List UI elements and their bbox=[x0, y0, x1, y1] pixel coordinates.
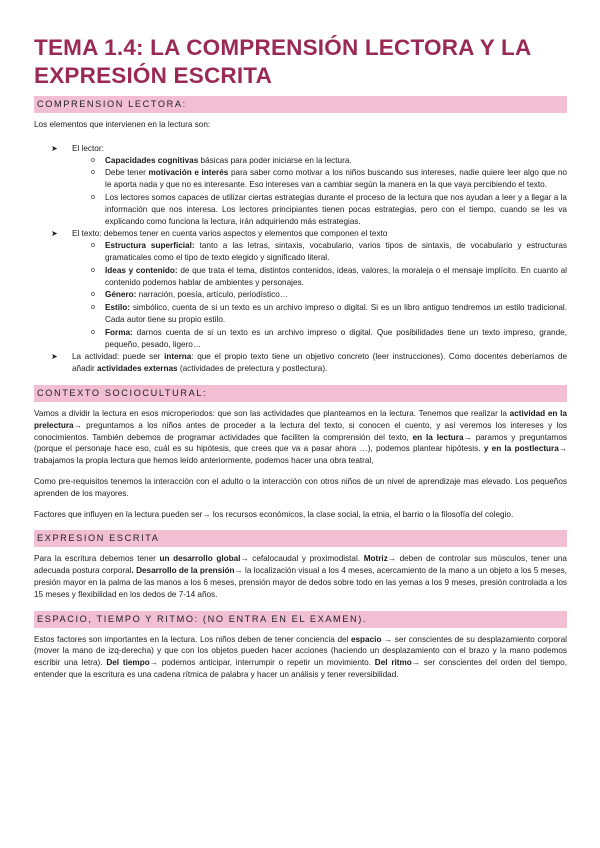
list-item: o Estructura superficial: tanto a las letras, sintaxis, vocabulario, varios tipos de sintaxis, de vocabulario y estructuras gramaticales como el tipo de texto elegido y significado literal. bbox=[91, 241, 568, 262]
elements-list bbox=[34, 143, 567, 375]
list-item: o Debe tener motivación e interés para saber como motivar a los niños buscando sus intereses, nadie quiere leer algo que no le aporta nada y que no es interesante. Eso intereses van a cambiar según la manera en la que vaya percibiendo el texto. bbox=[91, 168, 567, 190]
list-item-texto bbox=[34, 228, 567, 350]
list-item: o Forma: darnos cuenta de si un texto es un archivo impreso o digital. Que posibilidades tiene un texto impreso, grande, pequeño, pesado, ligero… bbox=[91, 327, 567, 349]
circle-bullet-icon: o bbox=[91, 304, 95, 312]
circle-bullet-icon: o bbox=[91, 156, 95, 164]
circle-bullet-icon: o bbox=[91, 193, 95, 201]
section-heading-espacio: ESPACIO, TIEMPO Y RITMO: (NO ENTRA EN EL EXAMEN). bbox=[34, 611, 567, 628]
list-item-lector bbox=[34, 143, 567, 228]
document-page bbox=[34, 34, 567, 681]
paragraph: Factores que influyen en la lectura pueden ser→ los recursos económicos, la clase social, la etnia, el barrio o la filosofía del colegio. bbox=[34, 509, 514, 519]
arrow-bullet-icon: ➤ bbox=[51, 352, 58, 362]
list-item: o Género: narración, poesía, artículo, periodístico… bbox=[91, 290, 288, 300]
sub-list bbox=[72, 240, 567, 350]
arrow-bullet-icon: ➤ bbox=[51, 143, 58, 153]
list-label: El texto: debemos tener en cuenta varios aspectos y elementos que componen el texto bbox=[72, 229, 388, 239]
arrow-bullet-icon: ➤ bbox=[51, 229, 58, 239]
circle-bullet-icon: o bbox=[91, 328, 95, 336]
circle-bullet-icon: o bbox=[91, 266, 95, 274]
section-heading-comprension: COMPRENSION LECTORA: bbox=[34, 96, 567, 113]
section-heading-contexto: CONTEXTO SOCIOCULTURAL: bbox=[34, 385, 567, 402]
paragraph: Como pre-requisitos tenemos la interacción con el adulto o la interacción con otros niños de un nivel de aprendizaje mas elevado. Los pequeños aprenden de los mayores. bbox=[34, 476, 567, 498]
circle-bullet-icon: o bbox=[91, 291, 95, 299]
paragraph: Estos factores son importantes en la lectura. Los niños deben de tener conciencia del espacio → ser conscientes de su desplazamiento corporal (mover la mano de izq-derecha) y que con los objetos pueden hacer acciones (haciendo un desplazamiento con el brazo y la mano podemos escribir una letra). Del tiempo→ podemos anticipar, interrumpir o repetir un movimiento. Del ritmo→ ser conscientes del orden del tiempo, entender que la escritura es una cadena rítmica de palabra y hacer un análisis y tener reversibilidad. bbox=[34, 634, 567, 679]
page-title: TEMA 1.4: LA COMPRENSIÓN LECTORA Y LA EXPRESIÓN ESCRITA bbox=[34, 35, 531, 88]
circle-bullet-icon: o bbox=[91, 242, 95, 250]
list-item-actividad: ➤ La actividad: puede ser interna: que el propio texto tiene un objetivo concreto (leer instrucciones). Como docentes deberíamos de añadir actividades externas (actividades de prelectura y postlectura). bbox=[51, 352, 567, 374]
list-item: o Ideas y contenido: de que trata el tema, distintos contenidos, ideas, valores, la moraleja o el mensaje implícito. En cuanto al contenido podemos hablar de ambientes y personajes. bbox=[91, 265, 567, 287]
list-item: o Capacidades cognitivas básicas para poder iniciarse en la lectura. bbox=[91, 155, 352, 165]
paragraph: Para la escritura debemos tener un desarrollo global→ cefalocaudal y proximodistal. Motriz→ deben de controlar sus músculos, tener una adecuada postura corporal. Desarrollo de la prensión→ la localización visual a los 4 meses, acercamiento de la mano a un objeto a los 5 meses, presión mayor en la palma de las manos a los 6 meses, prensión mayor de dedos sobre todo en las yemas a los 9 meses, presión controlada a los 15 meses y flexibilidad en los dedos de 7-14 años. bbox=[34, 554, 567, 599]
list-item: o Los lectores somos capaces de utilizar ciertas estrategias durante el proceso de la lectura que nos ayudan a leer y a llegar a la información que nos interesa. Los lectores principiantes tienen pocas estrategias, pero con el tiempo, cuando se les va explicando como funciona la lectura, irán adquiriendo más estrategias. bbox=[91, 192, 567, 226]
list-label: El lector: bbox=[72, 143, 104, 153]
list-item: o Estilo: simbólico, cuenta de si un texto es un archivo impreso o digital. Si es un libro antiguo tendremos un estilo tradicional. Cada autor tiene su propio estilo. bbox=[91, 303, 567, 324]
sub-list bbox=[72, 155, 567, 228]
paragraph: Los elementos que intervienen en la lectura son: bbox=[34, 120, 211, 129]
circle-bullet-icon: o bbox=[91, 169, 95, 177]
section-heading-expresion: EXPRESION ESCRITA bbox=[34, 530, 567, 547]
paragraph: Vamos a dividir la lectura en esos microperiodos: que son las actividades que planteamos en la lectura. Tenemos que realizar la actividad en la prelectura→ preguntamos a los niños antes de proceder a la lectura del texto, si conocen el cuento, y así veremos los intereses y los conocimientos. También debemos de programar actividades que faciliten la comprensión del texto, en la lectura→ paramos y preguntamos (porque el personaje hace eso, cuál es su hipótesis, que crees que va a pasar ahora …), podemos plantear hipótesis. y en la postlectura→ trabajamos la propia lectura que hemos leído anteriormente, podemos hacer una obra teatral, bbox=[34, 408, 567, 466]
